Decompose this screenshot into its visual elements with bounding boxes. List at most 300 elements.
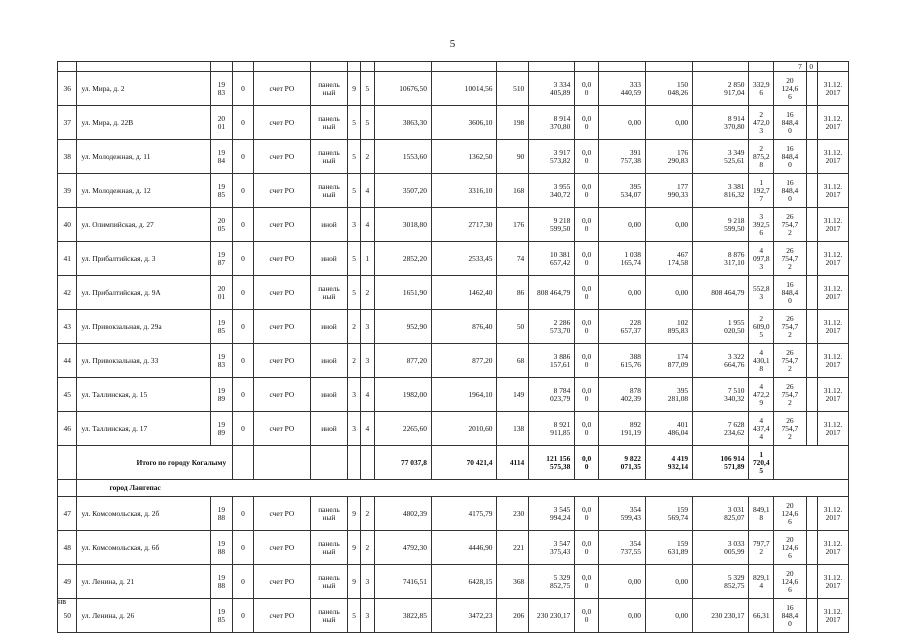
table-cell: 2 286 573,70 — [529, 310, 575, 344]
table-cell: иной — [311, 242, 348, 276]
table-cell — [806, 106, 817, 140]
table-cell: 510 — [497, 72, 529, 106]
table-cell: 2 — [347, 344, 360, 378]
table-cell: 333 440,59 — [598, 72, 645, 106]
table-cell: 467 174,58 — [646, 242, 693, 276]
table-cell — [210, 62, 233, 72]
city-header-row — [58, 480, 849, 497]
table-cell: 0 — [233, 106, 253, 140]
table-cell: 3 334 405,89 — [529, 72, 575, 106]
table-cell: ул. Олимпийская, д. 27 — [77, 208, 210, 242]
table-cell: 4 472,2 9 — [749, 378, 774, 412]
table-cell: 44 — [58, 344, 77, 378]
table-cell: ул. Таллинская, д. 15 — [77, 378, 210, 412]
table-cell: 3 886 157,61 — [529, 344, 575, 378]
table-cell: 2 850 917,04 — [693, 72, 749, 106]
table-row — [58, 276, 849, 310]
table-cell — [693, 62, 749, 72]
table-cell: 0,0 0 — [575, 208, 599, 242]
table-cell: ул. Молодежная, д. 11 — [77, 140, 210, 174]
footer-mark: нв — [58, 597, 67, 606]
table-cell: 8 921 911,85 — [529, 412, 575, 446]
table-cell: 74 — [497, 242, 529, 276]
table-cell: 31.12. 2017 — [818, 106, 849, 140]
table-cell: 4802,39 — [374, 497, 431, 531]
total-row — [58, 446, 849, 480]
table-cell: ул. Прибалтийская, д. 9А — [77, 276, 210, 310]
table-cell: панель ный — [311, 174, 348, 208]
table-cell: 0,0 0 — [575, 242, 599, 276]
table-cell: панель ный — [311, 565, 348, 599]
table-cell: 121 156 575,38 — [529, 446, 575, 480]
table-cell: 102 895,83 — [646, 310, 693, 344]
table-cell: 2852,20 — [374, 242, 431, 276]
table-cell: 4 437,4 4 — [749, 412, 774, 446]
table-cell — [806, 531, 817, 565]
table-cell: 36 — [58, 72, 77, 106]
table-cell: ул. Ленина, д. 26 — [77, 599, 210, 633]
table-cell: 368 — [497, 565, 529, 599]
table-cell: 10 381 657,42 — [529, 242, 575, 276]
table-cell: 3316,10 — [431, 174, 497, 208]
table-cell: 4 — [361, 412, 374, 446]
table-cell: 3 381 816,32 — [693, 174, 749, 208]
table-cell: 4175,79 — [431, 497, 497, 531]
table-cell: иной — [311, 412, 348, 446]
table-cell: счет РО — [253, 174, 310, 208]
table-cell: 1 955 020,50 — [693, 310, 749, 344]
table-cell: 9 — [347, 72, 360, 106]
table-cell: счет РО — [253, 208, 310, 242]
table-cell: панель ный — [311, 106, 348, 140]
table-body — [58, 62, 849, 633]
table-cell: 3 917 573,82 — [529, 140, 575, 174]
table-cell: ул. Мира, д. 22В — [77, 106, 210, 140]
table-cell — [347, 446, 360, 480]
table-cell — [806, 565, 817, 599]
table-row — [58, 310, 849, 344]
table-cell — [361, 446, 374, 480]
table-cell: 4 097,8 3 — [749, 242, 774, 276]
table-cell: счет РО — [253, 412, 310, 446]
table-cell: 5 329 852,75 — [693, 565, 749, 599]
table-cell: 31.12. 2017 — [818, 242, 849, 276]
table-cell: 829,1 4 — [749, 565, 774, 599]
table-cell: ул. Молодежная, д. 12 — [77, 174, 210, 208]
table-cell: 0,0 0 — [575, 174, 599, 208]
table-cell: 19 88 — [210, 531, 233, 565]
table-cell: 20 124,6 6 — [774, 531, 807, 565]
table-cell: 1651,90 — [374, 276, 431, 310]
table-cell: 4 — [361, 174, 374, 208]
table-cell: 77 037,8 — [374, 446, 431, 480]
table-cell: 0 — [233, 72, 253, 106]
table-cell: 26 754,7 2 — [774, 208, 807, 242]
table-cell: 5 — [361, 72, 374, 106]
table-cell: 31.12. 2017 — [818, 174, 849, 208]
table-cell: 70 421,4 — [431, 446, 497, 480]
table-cell: 3 547 375,43 — [529, 531, 575, 565]
table-cell: 19 84 — [210, 140, 233, 174]
table-cell: 2010,60 — [431, 412, 497, 446]
table-cell: счет РО — [253, 344, 310, 378]
table-cell: 0,00 — [598, 565, 645, 599]
table-cell: ул. Прибалтийская, д. 3 — [77, 242, 210, 276]
table-cell — [311, 446, 348, 480]
table-row — [58, 72, 849, 106]
table-cell: 48 — [58, 531, 77, 565]
table-cell: ул. Привокзальная, д. 33 — [77, 344, 210, 378]
table-cell: ул. Ленина, д. 21 — [77, 565, 210, 599]
table-cell: 0,0 0 — [575, 310, 599, 344]
table-cell: 354 599,43 — [598, 497, 645, 531]
table-cell: 19 89 — [210, 412, 233, 446]
table-cell: 4 419 932,14 — [646, 446, 693, 480]
table-row — [58, 174, 849, 208]
table-cell — [806, 72, 817, 106]
table-cell: 20 05 — [210, 208, 233, 242]
table-cell: 9 — [347, 531, 360, 565]
table-cell: 5 — [347, 106, 360, 140]
table-cell: 6428,15 — [431, 565, 497, 599]
table-cell: 3018,80 — [374, 208, 431, 242]
table-cell: 159 569,74 — [646, 497, 693, 531]
table-cell — [233, 62, 253, 72]
table-cell: счет РО — [253, 242, 310, 276]
table-cell: 401 486,04 — [646, 412, 693, 446]
table-cell: счет РО — [253, 276, 310, 310]
table-cell: 3 545 994,24 — [529, 497, 575, 531]
table-cell: 31.12. 2017 — [818, 412, 849, 446]
table-cell: 0 — [233, 174, 253, 208]
table-cell: 2 — [361, 140, 374, 174]
table-cell: ул. Комсомольская, д. 6б — [77, 531, 210, 565]
table-cell — [431, 62, 497, 72]
table-cell: 31.12. 2017 — [818, 276, 849, 310]
table-cell: 2 — [361, 276, 374, 310]
table-cell: 228 657,37 — [598, 310, 645, 344]
table-row — [58, 565, 849, 599]
table-cell: 3 — [361, 310, 374, 344]
table-cell: 31.12. 2017 — [818, 344, 849, 378]
table-cell: 0,0 0 — [575, 106, 599, 140]
table-cell: 877,20 — [431, 344, 497, 378]
table-cell: 31.12. 2017 — [818, 310, 849, 344]
table-cell: 31.12. 2017 — [818, 140, 849, 174]
table-cell — [806, 378, 817, 412]
table-cell: 31.12. 2017 — [818, 531, 849, 565]
table-cell: 19 87 — [210, 242, 233, 276]
table-cell: счет РО — [253, 72, 310, 106]
table-cell: 5 — [347, 174, 360, 208]
table-cell: 3822,85 — [374, 599, 431, 633]
table-cell: 45 — [58, 378, 77, 412]
table-cell — [77, 62, 210, 72]
table-cell: 849,1 8 — [749, 497, 774, 531]
table-cell: 37 — [58, 106, 77, 140]
table-cell: 19 85 — [210, 310, 233, 344]
table-cell: 159 631,89 — [646, 531, 693, 565]
table-cell: 0,0 0 — [575, 497, 599, 531]
table-cell: 0 — [233, 208, 253, 242]
table-cell: 4 — [361, 208, 374, 242]
table-cell: 7416,51 — [374, 565, 431, 599]
table-cell: 1553,60 — [374, 140, 431, 174]
table-cell: иной — [311, 310, 348, 344]
table-cell: 0,00 — [646, 565, 693, 599]
table-cell: 16 848,4 0 — [774, 599, 807, 633]
table-cell: 0 — [233, 531, 253, 565]
table-cell: 0 — [233, 378, 253, 412]
table-cell: 0 — [806, 62, 817, 72]
table-cell — [806, 242, 817, 276]
table-cell — [575, 62, 599, 72]
table-cell: счет РО — [253, 140, 310, 174]
table-cell: 3863,30 — [374, 106, 431, 140]
table-cell — [347, 62, 360, 72]
table-cell: 0,00 — [646, 599, 693, 633]
table-cell: 0,00 — [598, 276, 645, 310]
table-cell: 4114 — [497, 446, 529, 480]
table-cell — [818, 62, 849, 72]
table-cell: 395 281,08 — [646, 378, 693, 412]
table-cell — [806, 174, 817, 208]
table-cell: 808 464,79 — [529, 276, 575, 310]
table-cell: 3606,10 — [431, 106, 497, 140]
table-cell: панель ный — [311, 72, 348, 106]
table-cell: 3472,23 — [431, 599, 497, 633]
table-cell: 20 124,6 6 — [774, 565, 807, 599]
table-cell: 230 230,17 — [693, 599, 749, 633]
table-cell: иной — [311, 208, 348, 242]
table-cell: 31.12. 2017 — [818, 497, 849, 531]
table-cell: 2 875,2 8 — [749, 140, 774, 174]
table-cell: 49 — [58, 565, 77, 599]
table-cell — [361, 62, 374, 72]
table-cell: 0,0 0 — [575, 140, 599, 174]
table-row — [58, 599, 849, 633]
table-cell: 19 83 — [210, 344, 233, 378]
table-cell: 2533,45 — [431, 242, 497, 276]
table-cell: 46 — [58, 412, 77, 446]
table-cell: 0 — [233, 497, 253, 531]
table-cell — [58, 446, 77, 480]
table-cell: 177 990,33 — [646, 174, 693, 208]
table-cell: счет РО — [253, 497, 310, 531]
table-cell — [806, 497, 817, 531]
table-cell: 0 — [233, 242, 253, 276]
table-cell: 1 — [361, 242, 374, 276]
table-cell: 0,00 — [646, 208, 693, 242]
table-cell — [253, 62, 310, 72]
table-row — [58, 344, 849, 378]
table-cell: 3 — [361, 344, 374, 378]
table-cell — [806, 140, 817, 174]
table-cell: 0,00 — [598, 599, 645, 633]
table-cell: 3 955 340,72 — [529, 174, 575, 208]
table-cell: 198 — [497, 106, 529, 140]
table-cell: 20 124,6 6 — [774, 497, 807, 531]
table-cell: 1982,00 — [374, 378, 431, 412]
housing-table — [57, 61, 849, 633]
table-row — [58, 242, 849, 276]
table-cell — [497, 62, 529, 72]
table-cell: 8 876 317,10 — [693, 242, 749, 276]
table-cell: 4792,30 — [374, 531, 431, 565]
table-cell: 40 — [58, 208, 77, 242]
table-cell: 230 — [497, 497, 529, 531]
table-cell: 16 848,4 0 — [774, 106, 807, 140]
table-cell: 26 754,7 2 — [774, 344, 807, 378]
table-cell: 876,40 — [431, 310, 497, 344]
table-cell: панель ный — [311, 599, 348, 633]
table-cell: 176 — [497, 208, 529, 242]
table-cell: иной — [311, 344, 348, 378]
table-cell: 8 784 023,79 — [529, 378, 575, 412]
table-row — [58, 208, 849, 242]
table-cell — [806, 310, 817, 344]
table-cell: 332,9 6 — [749, 72, 774, 106]
table-cell: 0,00 — [598, 208, 645, 242]
table-cell: 7 628 234,62 — [693, 412, 749, 446]
table-cell: 150 048,26 — [646, 72, 693, 106]
table-row — [58, 412, 849, 446]
table-cell: 68 — [497, 344, 529, 378]
table-cell: счет РО — [253, 106, 310, 140]
table-cell: 878 402,39 — [598, 378, 645, 412]
table-cell: 3 322 664,76 — [693, 344, 749, 378]
table-cell: 20 124,6 6 — [774, 72, 807, 106]
table-cell: 10676,50 — [374, 72, 431, 106]
table-cell: 43 — [58, 310, 77, 344]
table-cell — [646, 62, 693, 72]
table-cell: 3 392,5 6 — [749, 208, 774, 242]
table-cell: панель ный — [311, 531, 348, 565]
table-cell: 221 — [497, 531, 529, 565]
table-cell: 19 85 — [210, 599, 233, 633]
table-cell: 0,00 — [646, 276, 693, 310]
table-cell — [374, 62, 431, 72]
table-cell: панель ный — [311, 497, 348, 531]
table-cell: 3 — [361, 565, 374, 599]
table-cell: ул. Привокзальная, д. 29а — [77, 310, 210, 344]
table-cell: счет РО — [253, 531, 310, 565]
table-cell: 2717,30 — [431, 208, 497, 242]
table-cell — [806, 276, 817, 310]
table-cell — [58, 62, 77, 72]
table-cell: 797,7 2 — [749, 531, 774, 565]
table-cell: 230 230,17 — [529, 599, 575, 633]
table-cell: 1 038 165,74 — [598, 242, 645, 276]
table-cell: 31.12. 2017 — [818, 72, 849, 106]
table-cell: 19 88 — [210, 497, 233, 531]
table-cell: 39 — [58, 174, 77, 208]
table-cell: 8 914 370,80 — [529, 106, 575, 140]
table-cell: 16 848,4 0 — [774, 174, 807, 208]
table-cell: 0,0 0 — [575, 446, 599, 480]
table-cell: 1 720,4 5 — [749, 446, 774, 480]
table-cell: 2265,60 — [374, 412, 431, 446]
table-cell: 4 — [361, 378, 374, 412]
table-cell: 354 737,55 — [598, 531, 645, 565]
table-cell: 47 — [58, 497, 77, 531]
table-cell: 0 — [233, 276, 253, 310]
table-cell: 41 — [58, 242, 77, 276]
table-cell: 206 — [497, 599, 529, 633]
table-cell: 3507,20 — [374, 174, 431, 208]
table-cell: 3 — [347, 378, 360, 412]
table-cell — [774, 446, 849, 480]
table-cell: 19 85 — [210, 174, 233, 208]
table-cell: 3 033 005,99 — [693, 531, 749, 565]
table-cell: 38 — [58, 140, 77, 174]
table-cell: 31.12. 2017 — [818, 208, 849, 242]
table-cell: 0,0 0 — [575, 72, 599, 106]
table-cell: 9 822 071,35 — [598, 446, 645, 480]
table-cell: 0 — [233, 565, 253, 599]
table-cell: 0,0 0 — [575, 276, 599, 310]
table-cell: 388 615,76 — [598, 344, 645, 378]
table-cell: 3 — [361, 599, 374, 633]
table-cell: город Лангепас — [77, 480, 849, 497]
table-cell: 1 192,7 7 — [749, 174, 774, 208]
table-cell: 9 — [347, 497, 360, 531]
table-cell: 0,0 0 — [575, 599, 599, 633]
table-cell: 50 — [58, 599, 77, 633]
table-cell: 2 609,0 5 — [749, 310, 774, 344]
table-cell: 7 — [774, 62, 807, 72]
table-cell: 20 01 — [210, 276, 233, 310]
table-cell — [806, 412, 817, 446]
table-cell: 5 — [347, 140, 360, 174]
table-cell — [253, 446, 310, 480]
table-cell: 4 430,1 8 — [749, 344, 774, 378]
table-cell: 3 — [347, 412, 360, 446]
table-cell: 0 — [233, 140, 253, 174]
table-cell: 1964,10 — [431, 378, 497, 412]
table-cell: 0,0 0 — [575, 531, 599, 565]
table-cell: 0 — [233, 344, 253, 378]
table-cell — [806, 599, 817, 633]
table-cell: 0,00 — [646, 106, 693, 140]
carry-over-row — [58, 62, 849, 72]
table-cell: 3 031 825,07 — [693, 497, 749, 531]
table-cell: 2 — [347, 310, 360, 344]
table-cell: 9 218 599,50 — [693, 208, 749, 242]
table-cell: 0,0 0 — [575, 378, 599, 412]
table-cell: счет РО — [253, 599, 310, 633]
table-cell: 2 472,0 3 — [749, 106, 774, 140]
table-cell: 66,31 — [749, 599, 774, 633]
table-row — [58, 378, 849, 412]
table-row — [58, 140, 849, 174]
table-cell: 31.12. 2017 — [818, 599, 849, 633]
table-cell: 0 — [233, 599, 253, 633]
table-cell: 174 877,09 — [646, 344, 693, 378]
table-cell — [598, 62, 645, 72]
page-number: 5 — [449, 38, 456, 50]
table-cell: 391 757,38 — [598, 140, 645, 174]
table-cell: 3 — [347, 208, 360, 242]
table-cell — [749, 62, 774, 72]
table-cell: 138 — [497, 412, 529, 446]
table-cell: 20 01 — [210, 106, 233, 140]
table-cell: 3 349 525,61 — [693, 140, 749, 174]
table-cell: 50 — [497, 310, 529, 344]
table-cell: 176 290,83 — [646, 140, 693, 174]
table-cell: 0 — [233, 412, 253, 446]
table-cell: панель ный — [311, 140, 348, 174]
